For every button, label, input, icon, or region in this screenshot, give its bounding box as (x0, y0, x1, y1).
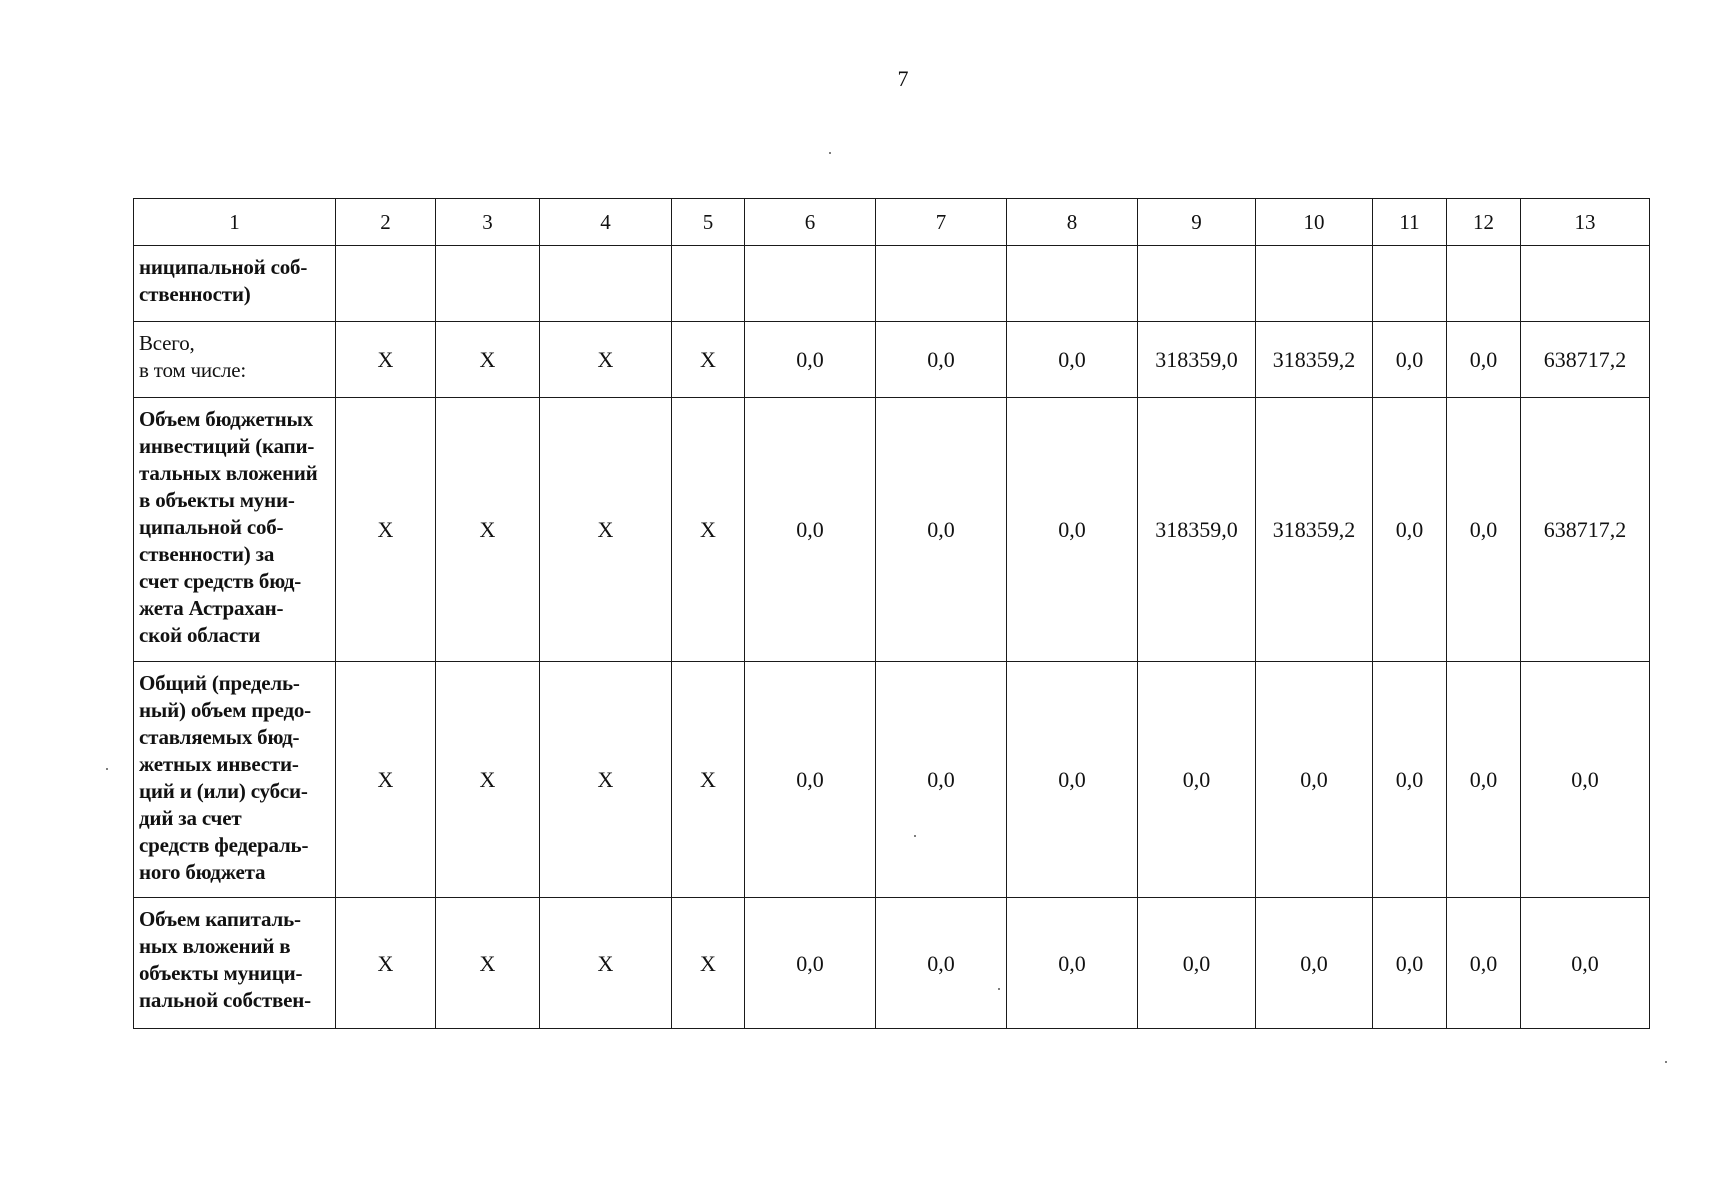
table-cell-col-12: 0,0 (1447, 898, 1521, 1029)
table-cell-col-4: X (540, 898, 672, 1029)
row-label-line: объекты муници- (139, 961, 303, 985)
table-cell-col-2: X (336, 662, 436, 898)
table-cell-col-3: X (436, 898, 540, 1029)
row-label (134, 246, 336, 322)
table-cell-col-9: 0,0 (1138, 662, 1256, 898)
row-label-line: ный) объем предо- (139, 698, 311, 722)
table-row (134, 662, 1650, 898)
row-label-line: ниципальной соб- (139, 255, 308, 279)
table-cell-col-3 (436, 246, 540, 322)
row-label (134, 898, 336, 1029)
header-cell-13: 13 (1521, 199, 1650, 246)
table-cell-col-7: 0,0 (876, 398, 1007, 662)
row-label-line: ций и (или) субси- (139, 779, 308, 803)
row-label-line: Общий (предель- (139, 671, 300, 695)
table-cell-col-12: 0,0 (1447, 322, 1521, 398)
header-cell-12: 12 (1447, 199, 1521, 246)
table-cell-col-9: 318359,0 (1138, 322, 1256, 398)
row-label (134, 398, 336, 662)
header-cell-1: 1 (134, 199, 336, 246)
row-label-line: жета Астрахан- (139, 596, 284, 620)
table-cell-col-5: X (672, 322, 745, 398)
table-cell-col-8 (1007, 246, 1138, 322)
table-cell-col-3: X (436, 398, 540, 662)
table-cell-col-6 (745, 246, 876, 322)
table-cell-col-8: 0,0 (1007, 322, 1138, 398)
row-label-line: в объекты муни- (139, 488, 295, 512)
table-cell-col-8: 0,0 (1007, 898, 1138, 1029)
table-cell-col-7 (876, 246, 1007, 322)
row-label-line: ской области (139, 623, 261, 647)
row-label-line: пальной собствен- (139, 988, 311, 1012)
table-cell-col-4: X (540, 398, 672, 662)
table-cell-col-10: 0,0 (1256, 662, 1373, 898)
table-cell-col-2: X (336, 322, 436, 398)
table-cell-col-5: X (672, 662, 745, 898)
row-label-line: ставляемых бюд- (139, 725, 300, 749)
scan-speck (998, 988, 1000, 990)
row-label-line: счет средств бюд- (139, 569, 302, 593)
table-cell-col-7: 0,0 (876, 662, 1007, 898)
row-label-line: ципальной соб- (139, 515, 284, 539)
table-cell-col-10 (1256, 246, 1373, 322)
table-cell-col-4: X (540, 662, 672, 898)
scan-speck (106, 768, 108, 770)
scan-speck (914, 835, 916, 837)
table-cell-col-13: 638717,2 (1521, 322, 1650, 398)
row-label-line: инвестиций (капи- (139, 434, 315, 458)
table-cell-col-11: 0,0 (1373, 398, 1447, 662)
row-label-line: ных вложений в (139, 934, 291, 958)
table-cell-col-7: 0,0 (876, 322, 1007, 398)
header-cell-4: 4 (540, 199, 672, 246)
header-cell-11: 11 (1373, 199, 1447, 246)
page-number: 7 (897, 66, 909, 91)
row-label-line: ного бюджета (139, 860, 266, 884)
row-label (134, 662, 336, 898)
row-label-line: Объем капиталь- (139, 907, 301, 931)
table-cell-col-7: 0,0 (876, 898, 1007, 1029)
table-cell-col-9 (1138, 246, 1256, 322)
row-label-line: ственности) за (139, 542, 275, 566)
table-row (134, 898, 1650, 1029)
row-label-line: дий за счет (139, 806, 242, 830)
table-cell-col-11: 0,0 (1373, 322, 1447, 398)
row-label-line: Всего, (139, 331, 195, 355)
table-cell-col-8: 0,0 (1007, 662, 1138, 898)
row-label-line: жетных инвести- (139, 752, 299, 776)
table-cell-col-12: 0,0 (1447, 662, 1521, 898)
row-label-line: тальных вложений (139, 461, 318, 485)
header-cell-10: 10 (1256, 199, 1373, 246)
row-label-line: средств федераль- (139, 833, 309, 857)
table-header-row (134, 199, 1650, 246)
header-cell-6: 6 (745, 199, 876, 246)
table-cell-col-2: X (336, 898, 436, 1029)
header-cell-2: 2 (336, 199, 436, 246)
table-cell-col-11: 0,0 (1373, 898, 1447, 1029)
table-cell-col-6: 0,0 (745, 398, 876, 662)
table-cell-col-5: X (672, 898, 745, 1029)
table-cell-col-10: 0,0 (1256, 898, 1373, 1029)
table-cell-col-2: X (336, 398, 436, 662)
table-cell-col-9: 318359,0 (1138, 398, 1256, 662)
table-cell-col-6: 0,0 (745, 322, 876, 398)
table-cell-col-4: X (540, 322, 672, 398)
row-label-line: ственности) (139, 282, 251, 306)
table-row (134, 398, 1650, 662)
budget-table (133, 198, 1650, 1029)
table-cell-col-11 (1373, 246, 1447, 322)
table-cell-col-10: 318359,2 (1256, 398, 1373, 662)
table-cell-col-4 (540, 246, 672, 322)
table-cell-col-3: X (436, 322, 540, 398)
table-cell-col-13: 638717,2 (1521, 398, 1650, 662)
table-cell-col-13 (1521, 246, 1650, 322)
table-cell-col-2 (336, 246, 436, 322)
table-cell-col-6: 0,0 (745, 898, 876, 1029)
table-cell-col-8: 0,0 (1007, 398, 1138, 662)
header-cell-5: 5 (672, 199, 745, 246)
row-label (134, 322, 336, 398)
table-row (134, 246, 1650, 322)
table-cell-col-13: 0,0 (1521, 898, 1650, 1029)
table-cell-col-12: 0,0 (1447, 398, 1521, 662)
table-cell-col-9: 0,0 (1138, 898, 1256, 1029)
scan-speck (829, 152, 831, 154)
row-label-line: Объем бюджетных (139, 407, 313, 431)
table-cell-col-13: 0,0 (1521, 662, 1650, 898)
header-cell-9: 9 (1138, 199, 1256, 246)
table-cell-col-5: X (672, 398, 745, 662)
table-cell-col-6: 0,0 (745, 662, 876, 898)
scan-speck (1665, 1061, 1667, 1063)
table-cell-col-3: X (436, 662, 540, 898)
header-cell-3: 3 (436, 199, 540, 246)
row-label-line: в том числе: (139, 358, 247, 382)
header-cell-8: 8 (1007, 199, 1138, 246)
table-cell-col-5 (672, 246, 745, 322)
table-cell-col-12 (1447, 246, 1521, 322)
header-cell-7: 7 (876, 199, 1007, 246)
table-cell-col-11: 0,0 (1373, 662, 1447, 898)
table-cell-col-10: 318359,2 (1256, 322, 1373, 398)
table-row (134, 322, 1650, 398)
